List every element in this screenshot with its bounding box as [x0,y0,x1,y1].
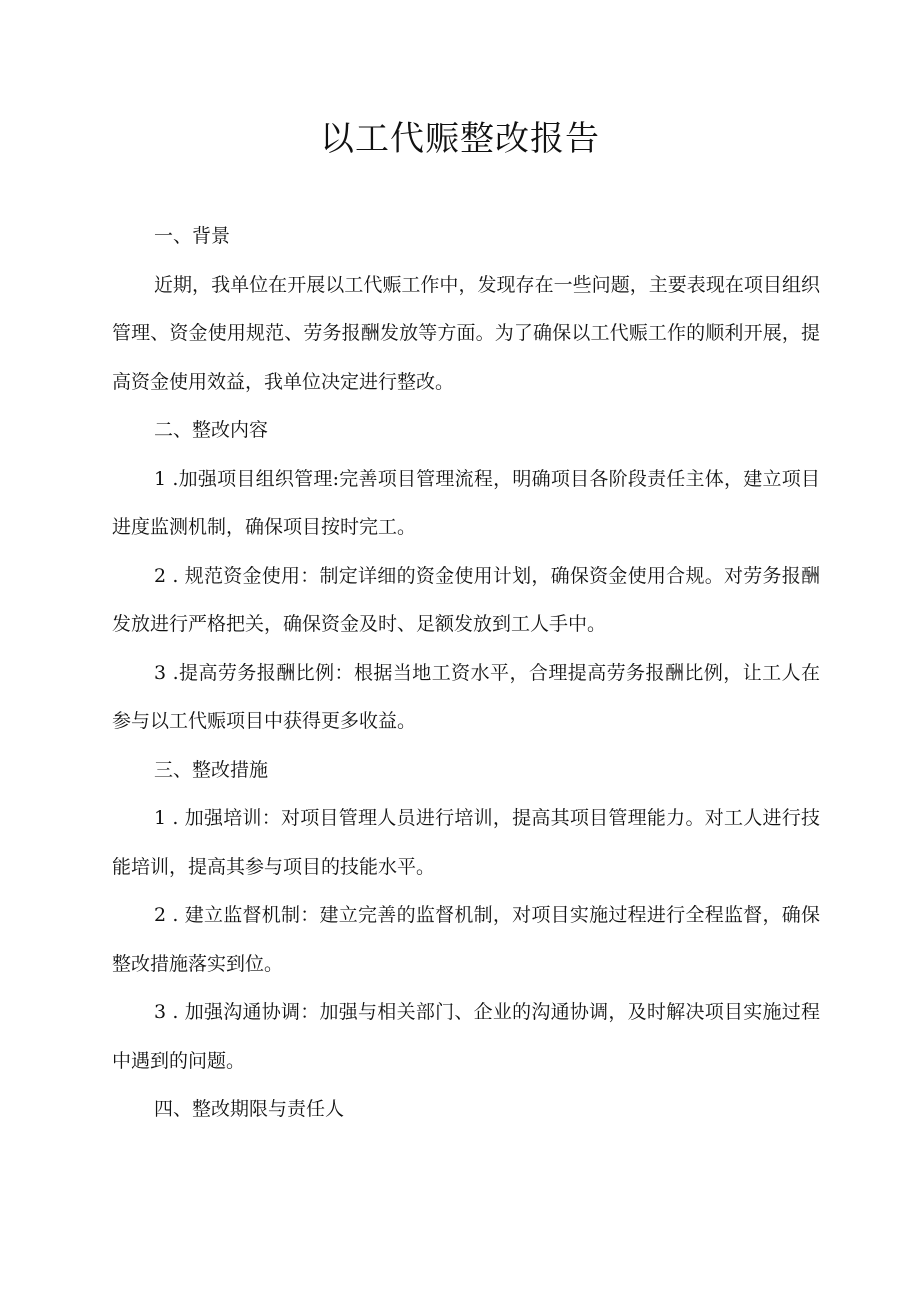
section-heading-measures: 三、整改措施 [154,758,269,781]
section-heading-background: 一、背景 [154,225,231,247]
content-item-3: 3 .提高劳务报酬比例：根据当地工资水平，合理提高劳务报酬比例，让工人在参与以工代赈项目中获得更多收益。 [112,661,820,732]
measure-item-3: 3 . 加强沟通协调：加强与相关部门、企业的沟通协调，及时解决项目实施过程中遇到的问题。 [112,1001,820,1072]
document-body [112,212,820,1134]
section-heading-deadline: 四、整改期限与责任人 [154,1098,345,1120]
section-heading-content: 二、整改内容 [154,419,269,441]
content-item-1: 1 .加强项目组织管理:完善项目管理流程，明确项目各阶段责任主体，建立项目进度监测机制，确保项目按时完工。 [112,467,820,538]
measure-item-1: 1 . 加强培训：对项目管理人员进行培训，提高其项目管理能力。对工人进行技能培训，提高其参与项目的技能水平。 [112,807,820,878]
document-title: 以工代赈整改报告 [320,119,600,159]
measure-item-2: 2 . 建立监督机制：建立完善的监督机制，对项目实施过程进行全程监督，确保整改措施落实到位。 [112,904,820,975]
background-paragraph: 近期，我单位在开展以工代赈工作中，发现存在一些问题，主要表现在项目组织管理、资金使用规范、劳务报酬发放等方面。为了确保以工代赈工作的顺利开展，提高资金使用效益，我单位决定进行整改。 [112,273,820,393]
content-item-2: 2 . 规范资金使用：制定详细的资金使用计划，确保资金使用合规。对劳务报酬发放进行严格把关，确保资金及时、足额发放到工人手中。 [112,564,820,635]
